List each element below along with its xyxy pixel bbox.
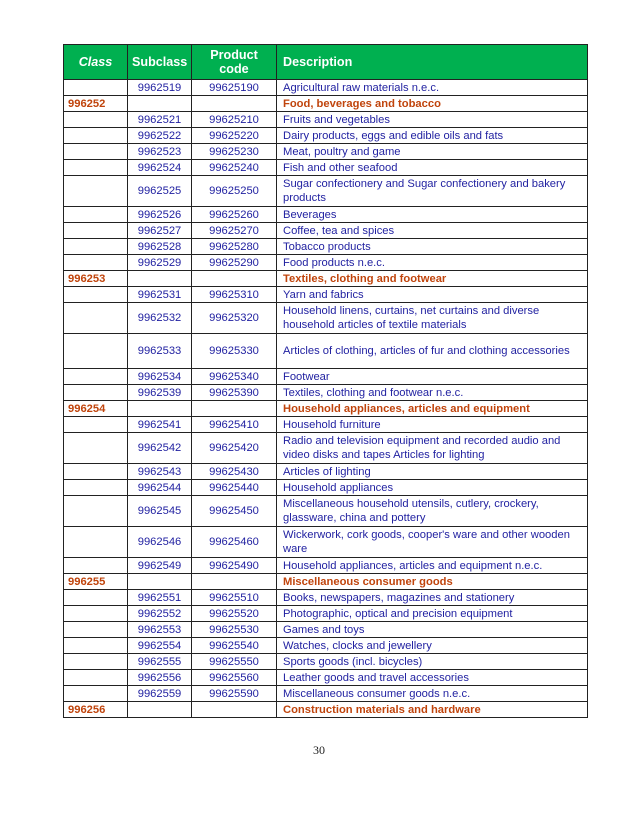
product-code-cell — [192, 401, 277, 417]
table-row — [64, 160, 588, 176]
class-cell — [64, 670, 128, 686]
description-cell: Wickerwork, cork goods, cooper's ware and other wooden ware — [277, 527, 588, 558]
product-code-cell: 99625190 — [192, 80, 277, 96]
product-code-cell: 99625490 — [192, 558, 277, 574]
product-code-cell: 99625590 — [192, 686, 277, 702]
class-cell — [64, 334, 128, 369]
description-cell: Miscellaneous consumer goods — [277, 574, 588, 590]
subclass-cell — [128, 702, 192, 718]
class-cell — [64, 144, 128, 160]
subclass-cell: 9962552 — [128, 606, 192, 622]
description-cell: Footwear — [277, 369, 588, 385]
description-cell: Fish and other seafood — [277, 160, 588, 176]
product-code-cell: 99625530 — [192, 622, 277, 638]
product-code-cell: 99625230 — [192, 144, 277, 160]
product-code-cell: 99625410 — [192, 417, 277, 433]
subclass-cell: 9962539 — [128, 385, 192, 401]
table-row — [64, 590, 588, 606]
subclass-cell: 9962532 — [128, 303, 192, 334]
class-cell — [64, 638, 128, 654]
class-cell — [64, 369, 128, 385]
table-row — [64, 334, 588, 369]
table-row — [64, 128, 588, 144]
product-code-cell: 99625520 — [192, 606, 277, 622]
subclass-cell: 9962553 — [128, 622, 192, 638]
class-cell — [64, 223, 128, 239]
class-cell — [64, 496, 128, 527]
class-cell — [64, 558, 128, 574]
description-cell: Yarn and fabrics — [277, 287, 588, 303]
subclass-cell: 9962545 — [128, 496, 192, 527]
table-row — [64, 385, 588, 401]
class-cell — [64, 176, 128, 207]
description-cell: Construction materials and hardware — [277, 702, 588, 718]
description-cell: Food products n.e.c. — [277, 255, 588, 271]
subclass-cell: 9962526 — [128, 207, 192, 223]
page-number: 30 — [313, 743, 325, 757]
description-cell: Meat, poultry and game — [277, 144, 588, 160]
product-code-cell — [192, 96, 277, 112]
description-cell: Articles of clothing, articles of fur and clothing accessories — [277, 334, 588, 369]
table-row — [64, 558, 588, 574]
product-code-cell: 99625330 — [192, 334, 277, 369]
description-cell: Household linens, curtains, net curtains and diverse household articles of textile materials — [277, 303, 588, 334]
product-code-cell: 99625460 — [192, 527, 277, 558]
description-cell: Agricultural raw materials n.e.c. — [277, 80, 588, 96]
table-row — [64, 622, 588, 638]
class-cell — [64, 417, 128, 433]
class-cell — [64, 464, 128, 480]
description-cell: Photographic, optical and precision equipment — [277, 606, 588, 622]
table-row — [64, 144, 588, 160]
product-code-cell: 99625240 — [192, 160, 277, 176]
class-cell: 996255 — [64, 574, 128, 590]
subclass-cell — [128, 271, 192, 287]
table-row — [64, 638, 588, 654]
table-row — [64, 433, 588, 464]
class-cell — [64, 207, 128, 223]
product-code-cell: 99625320 — [192, 303, 277, 334]
subclass-cell: 9962544 — [128, 480, 192, 496]
table-row — [64, 480, 588, 496]
subclass-cell: 9962519 — [128, 80, 192, 96]
class-cell — [64, 112, 128, 128]
subclass-cell: 9962528 — [128, 239, 192, 255]
class-cell — [64, 80, 128, 96]
product-code-cell: 99625340 — [192, 369, 277, 385]
description-cell: Games and toys — [277, 622, 588, 638]
subclass-cell: 9962546 — [128, 527, 192, 558]
table-row — [64, 606, 588, 622]
product-code-cell: 99625220 — [192, 128, 277, 144]
subclass-cell — [128, 96, 192, 112]
description-cell: Sports goods (incl. bicycles) — [277, 654, 588, 670]
header-description: Description — [277, 45, 588, 80]
table-row — [64, 223, 588, 239]
description-cell: Books, newspapers, magazines and stationery — [277, 590, 588, 606]
subclass-cell: 9962521 — [128, 112, 192, 128]
description-cell: Watches, clocks and jewellery — [277, 638, 588, 654]
description-cell: Radio and television equipment and recorded audio and video disks and tapes Articles for lighting — [277, 433, 588, 464]
product-code-cell: 99625510 — [192, 590, 277, 606]
product-code-cell: 99625250 — [192, 176, 277, 207]
product-code-cell: 99625430 — [192, 464, 277, 480]
subclass-cell: 9962555 — [128, 654, 192, 670]
class-cell: 996254 — [64, 401, 128, 417]
product-code-cell — [192, 574, 277, 590]
product-code-cell: 99625420 — [192, 433, 277, 464]
class-cell — [64, 255, 128, 271]
subclass-cell: 9962554 — [128, 638, 192, 654]
description-cell: Food, beverages and tobacco — [277, 96, 588, 112]
product-code-cell: 99625280 — [192, 239, 277, 255]
header-subclass: Subclass — [128, 45, 192, 80]
subclass-cell: 9962551 — [128, 590, 192, 606]
class-cell — [64, 160, 128, 176]
description-cell: Household appliances — [277, 480, 588, 496]
class-row — [64, 401, 588, 417]
subclass-cell: 9962559 — [128, 686, 192, 702]
table-row — [64, 670, 588, 686]
product-code-cell: 99625290 — [192, 255, 277, 271]
description-cell: Household appliances, articles and equipment n.e.c. — [277, 558, 588, 574]
table-row — [64, 176, 588, 207]
subclass-cell — [128, 574, 192, 590]
description-cell: Dairy products, eggs and edible oils and fats — [277, 128, 588, 144]
subclass-cell: 9962542 — [128, 433, 192, 464]
class-cell — [64, 128, 128, 144]
product-code-cell: 99625540 — [192, 638, 277, 654]
table-row — [64, 654, 588, 670]
table-row — [64, 303, 588, 334]
class-row — [64, 271, 588, 287]
table-row — [64, 112, 588, 128]
class-cell — [64, 654, 128, 670]
description-cell: Household appliances, articles and equipment — [277, 401, 588, 417]
table-row — [64, 527, 588, 558]
subclass-cell: 9962524 — [128, 160, 192, 176]
product-code-cell: 99625310 — [192, 287, 277, 303]
table-row — [64, 207, 588, 223]
header-product-code: Product code — [192, 45, 277, 80]
product-code-cell — [192, 271, 277, 287]
description-cell: Textiles, clothing and footwear n.e.c. — [277, 385, 588, 401]
table-header-row — [64, 45, 588, 80]
class-row — [64, 96, 588, 112]
product-code-cell: 99625390 — [192, 385, 277, 401]
table-row — [64, 686, 588, 702]
subclass-cell: 9962533 — [128, 334, 192, 369]
table-row — [64, 80, 588, 96]
class-cell — [64, 606, 128, 622]
description-cell: Tobacco products — [277, 239, 588, 255]
subclass-cell: 9962534 — [128, 369, 192, 385]
table-row — [64, 239, 588, 255]
header-class: Class — [64, 45, 128, 80]
subclass-cell: 9962529 — [128, 255, 192, 271]
table-row — [64, 287, 588, 303]
class-cell — [64, 527, 128, 558]
subclass-cell: 9962525 — [128, 176, 192, 207]
product-code-cell: 99625560 — [192, 670, 277, 686]
description-cell: Leather goods and travel accessories — [277, 670, 588, 686]
product-code-cell: 99625270 — [192, 223, 277, 239]
description-cell: Miscellaneous consumer goods n.e.c. — [277, 686, 588, 702]
description-cell: Articles of lighting — [277, 464, 588, 480]
product-code-cell: 99625210 — [192, 112, 277, 128]
classification-table — [63, 44, 588, 718]
description-cell: Coffee, tea and spices — [277, 223, 588, 239]
product-code-cell — [192, 702, 277, 718]
class-row — [64, 702, 588, 718]
class-cell — [64, 385, 128, 401]
subclass-cell: 9962543 — [128, 464, 192, 480]
description-cell: Miscellaneous household utensils, cutlery, crockery, glassware, china and pottery — [277, 496, 588, 527]
table-body — [64, 80, 588, 718]
class-cell — [64, 433, 128, 464]
class-cell: 996253 — [64, 271, 128, 287]
class-cell — [64, 303, 128, 334]
subclass-cell — [128, 401, 192, 417]
class-cell — [64, 622, 128, 638]
class-cell — [64, 239, 128, 255]
table-row — [64, 255, 588, 271]
description-cell: Fruits and vegetables — [277, 112, 588, 128]
class-cell — [64, 590, 128, 606]
table-row — [64, 417, 588, 433]
class-cell — [64, 480, 128, 496]
subclass-cell: 9962527 — [128, 223, 192, 239]
product-code-cell: 99625550 — [192, 654, 277, 670]
table-row — [64, 496, 588, 527]
subclass-cell: 9962549 — [128, 558, 192, 574]
table-row — [64, 369, 588, 385]
description-cell: Textiles, clothing and footwear — [277, 271, 588, 287]
product-code-cell: 99625450 — [192, 496, 277, 527]
class-cell: 996256 — [64, 702, 128, 718]
class-cell — [64, 287, 128, 303]
product-code-cell: 99625440 — [192, 480, 277, 496]
subclass-cell: 9962523 — [128, 144, 192, 160]
class-row — [64, 574, 588, 590]
subclass-cell: 9962531 — [128, 287, 192, 303]
description-cell: Household furniture — [277, 417, 588, 433]
subclass-cell: 9962522 — [128, 128, 192, 144]
class-cell — [64, 686, 128, 702]
subclass-cell: 9962541 — [128, 417, 192, 433]
subclass-cell: 9962556 — [128, 670, 192, 686]
product-code-cell: 99625260 — [192, 207, 277, 223]
description-cell: Beverages — [277, 207, 588, 223]
class-cell: 996252 — [64, 96, 128, 112]
description-cell: Sugar confectionery and Sugar confectionery and bakery products — [277, 176, 588, 207]
table-row — [64, 464, 588, 480]
